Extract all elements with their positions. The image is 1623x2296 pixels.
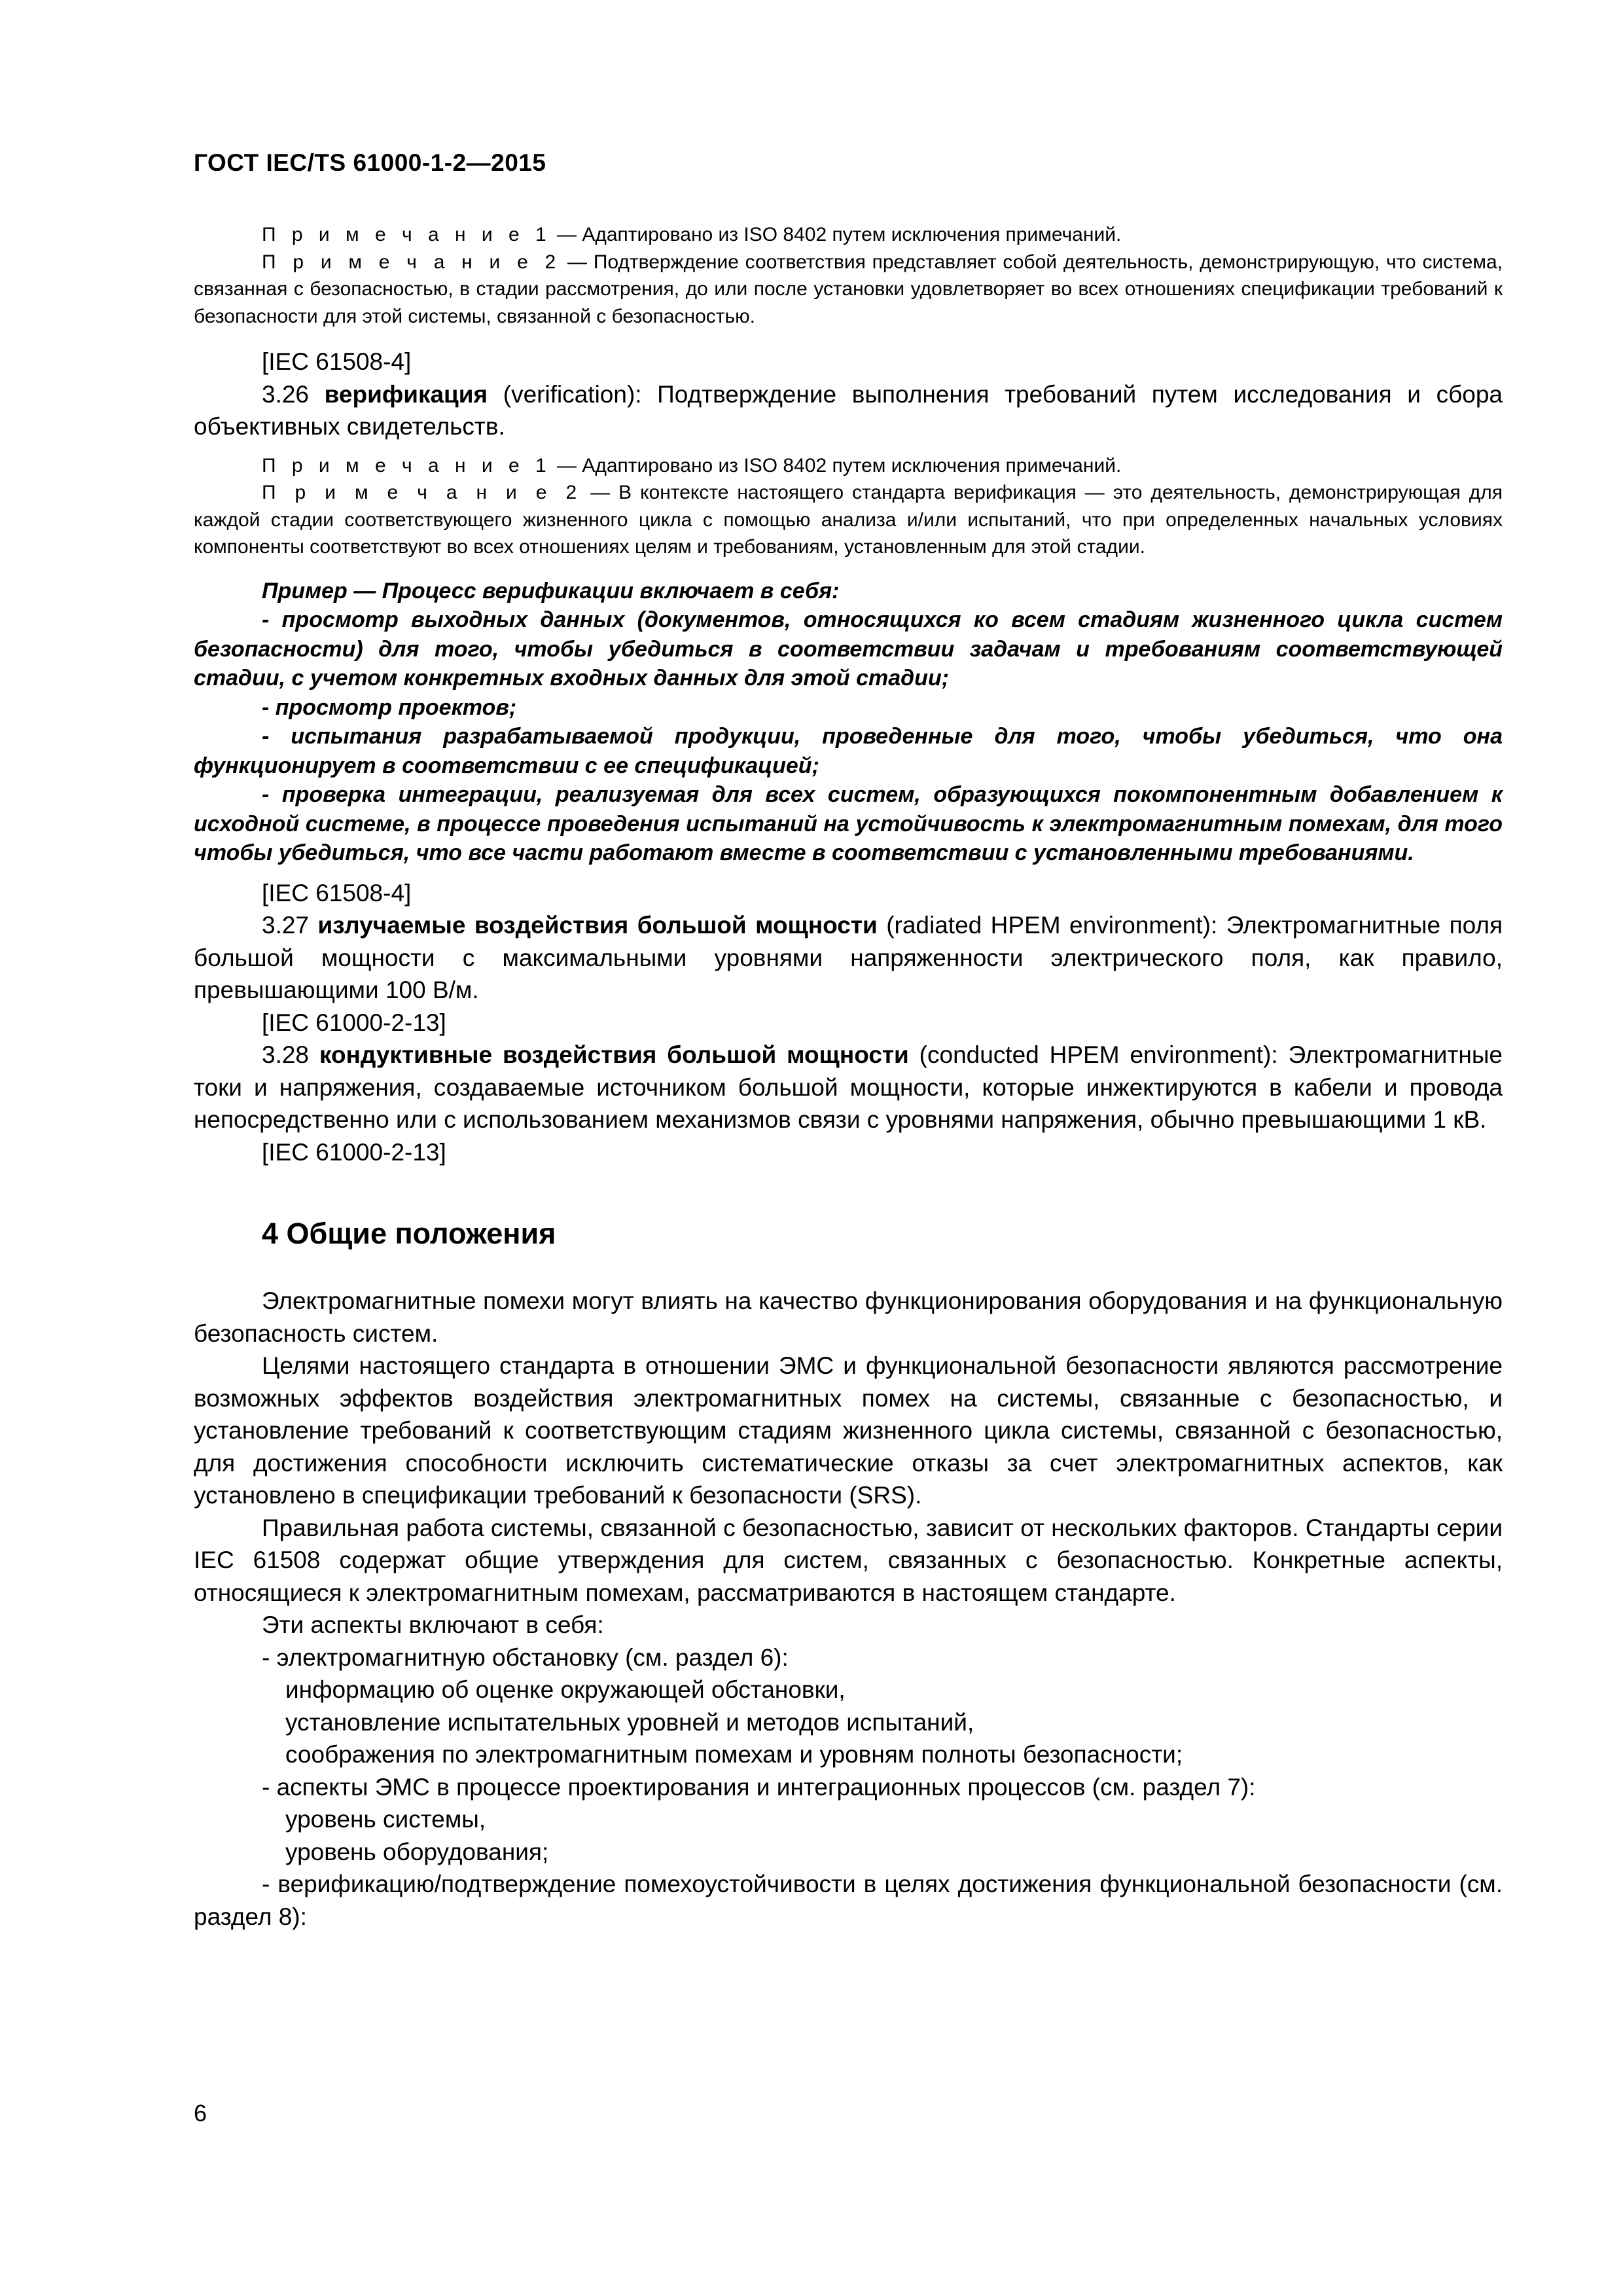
list-subitem: соображения по электромагнитным помехам и уровням полноты безопасности; — [285, 1741, 1183, 1768]
section-title: 4 Общие положения — [262, 1217, 556, 1250]
list-subitem: уровень системы, — [285, 1806, 486, 1833]
term-definition — [194, 378, 1503, 443]
example-block — [194, 577, 1503, 868]
term-name: излучаемые воздействия большой мощности — [317, 912, 878, 939]
notes-top — [194, 221, 1503, 330]
term-number: 3.26 — [262, 380, 325, 408]
document-header: ГОСТ IEC/TS 61000-1-2—2015 — [194, 149, 546, 176]
note-text: — Подтверждение соответствия представляет собой деятельность, демонстрирующую, что система, связанная с безопасностью, в стадии рассмотрения, до или после установки удовлетворяет во всех отношениях спецификации требований к безопасности для этой системы, связанной с безопасностью. — [194, 251, 1503, 327]
example-line: - просмотр проектов; — [262, 694, 517, 720]
reference: [IEC 61508-4] — [262, 879, 412, 906]
term-name: кондуктивные воздействия большой мощности — [319, 1041, 909, 1068]
term-definition — [194, 909, 1503, 1007]
example-line: - испытания разрабатываемой продукции, проведенные для того, чтобы убедиться, что она функционирует в соответствии с ее спецификацией; — [194, 724, 1503, 778]
example-line: - просмотр выходных данных (документов, относящихся ко всем стадиям жизненного цикла систем безопасности) для того, чтобы убедиться в соответствии задачам и требованиям соответствующей стадии, с учетом конкретных входных данных для этой стадии; — [194, 607, 1503, 691]
term-number: 3.27 — [262, 912, 318, 939]
note-text: — В контексте настоящего стандарта верификация — это деятельность, демонстрирующая для каждой стадии соответствующего жизненного цикла с помощью анализа и/или испытаний, что при определенных начальных условиях компоненты соответствуют во всех отношениях целям и требованиям, установленным для этой стадии. — [194, 482, 1503, 558]
term-3-26-block — [194, 346, 1503, 443]
note-paragraph — [194, 221, 1503, 249]
list-item: - электромагнитную обстановку (см. раздел 6): — [262, 1643, 789, 1671]
term-text: (radiated HPEM environment): Электромагнитные поля большой мощности с максимальными уровнями напряженности электрического поля, как правило, превышающими 100 В/м. — [194, 912, 1503, 1003]
list-subitem: установление испытательных уровней и методов испытаний, — [285, 1708, 974, 1736]
page-number: 6 — [194, 2100, 207, 2126]
note-label: П р и м е ч а н и е 1 — [262, 224, 552, 245]
term-number: 3.28 — [262, 1041, 319, 1068]
term-text: (conducted HPEM environment): Электромагнитные токи и напряжения, создаваемые источником большой мощности, которые инжектируются в кабели и провода непосредственно или с использованием механизмов связи с уровнями напряжения, обычно превышающими 1 кВ. — [194, 1041, 1503, 1133]
term-definition — [194, 1039, 1503, 1136]
page-content — [194, 221, 1503, 1933]
note-label: П р и м е ч а н и е 1 — [262, 454, 552, 476]
note-text: — Адаптировано из ISO 8402 путем исключения примечаний. — [551, 224, 1122, 245]
example-line: - проверка интеграции, реализуемая для всех систем, образующихся покомпонентным добавлением к исходной системе, в процессе проведения испытаний на устойчивость к электромагнитным помехам, для того чтобы убедиться, что все части работают вместе в соответствии с установленными требованиями. — [194, 782, 1503, 865]
reference: [IEC 61000-2-13] — [262, 1138, 446, 1166]
note-label: П р и м е ч а н и е 2 — [262, 482, 582, 503]
list-item: - аспекты ЭМС в процессе проектирования и интеграционных процессов (см. раздел 7): — [262, 1773, 1256, 1801]
term-text: (verification): Подтверждение выполнения требований путем исследования и сбора объективных свидетельств. — [194, 380, 1503, 440]
body-paragraph: Электромагнитные помехи могут влиять на качество функционирования оборудования и на функциональную безопасность систем. — [194, 1287, 1503, 1347]
notes-3-26 — [194, 452, 1503, 561]
body-paragraph: Правильная работа системы, связанной с безопасностью, зависит от нескольких факторов. Стандарты серии IEC 61508 содержат общие утверждения для систем, связанных с безопасностью. Конкретные аспекты, относящиеся к электромагнитным помехам, рассматриваются в настоящем стандарте. — [194, 1514, 1503, 1606]
term-name: верификация — [324, 380, 488, 408]
list-item: - верификацию/подтверждение помехоустойчивости в целях достижения функциональной безопасности (см. раздел 8): — [194, 1871, 1503, 1930]
list-subitem: информацию об оценке окружающей обстановки, — [285, 1676, 846, 1703]
terms-3-27-3-28-block — [194, 877, 1503, 1169]
body-paragraph: Целями настоящего стандарта в отношении ЭМС и функциональной безопасности являются рассмотрение возможных эффектов воздействия электромагнитных помех на системы, связанные с безопасностью, и установление требований к соответствующим стадиям жизненного цикла системы, связанной с безопасностью, для достижения способности исключить систематические отказы за счет электромагнитных аспектов, как установлено в спецификации требований к безопасности (SRS). — [194, 1352, 1503, 1509]
note-paragraph — [194, 452, 1503, 480]
body-paragraph: Эти аспекты включают в себя: — [262, 1611, 604, 1638]
section-4-body — [194, 1285, 1503, 1933]
note-paragraph — [194, 249, 1503, 331]
note-text: — Адаптировано из ISO 8402 путем исключения примечаний. — [551, 454, 1122, 476]
example-line: Пример — Процесс верификации включает в себя: — [262, 578, 840, 603]
reference: [IEC 61508-4] — [262, 348, 412, 375]
note-label: П р и м е ч а н и е 2 — [262, 251, 562, 273]
list-subitem: уровень оборудования; — [285, 1838, 549, 1865]
note-paragraph — [194, 479, 1503, 561]
aspects-list — [194, 1641, 1503, 1933]
reference: [IEC 61000-2-13] — [262, 1009, 446, 1036]
